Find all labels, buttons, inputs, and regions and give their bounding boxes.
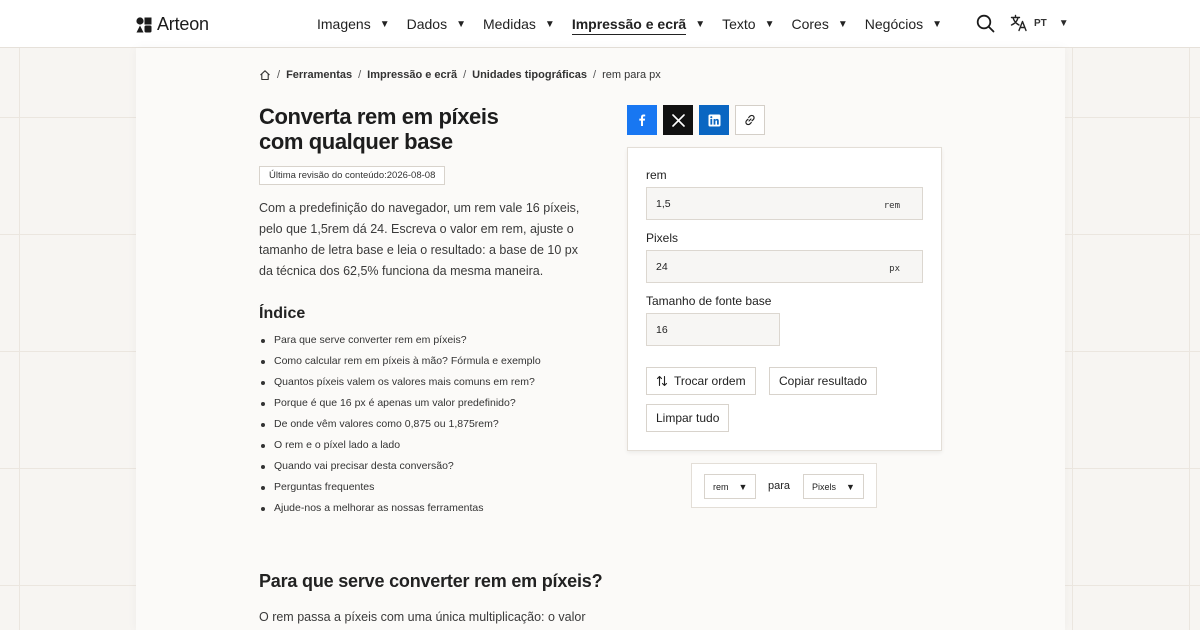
- facebook-share-button[interactable]: [627, 105, 657, 135]
- to-unit-value: Pixels: [812, 481, 837, 492]
- pixels-unit-suffix: px: [889, 264, 900, 274]
- nav-item-label: Impressão e ecrã: [572, 16, 686, 35]
- linkedin-icon: [708, 114, 721, 127]
- table-of-contents: [259, 330, 541, 519]
- toc-item[interactable]: O rem e o píxel lado a lado: [259, 435, 541, 456]
- chevron-down-icon: ▼: [456, 18, 466, 30]
- breadcrumb-item-ferramentas[interactable]: Ferramentas: [286, 69, 353, 81]
- page-title: [259, 104, 599, 154]
- section-paragraph: O rem passa a píxeis com uma única multiplicação: o valor: [259, 610, 586, 624]
- swap-order-label: Trocar ordem: [674, 374, 746, 388]
- intro-paragraph: Com a predefinição do navegador, um rem vale 16 píxeis, pelo que 1,5rem dá 24. Escreva o valor em rem, ajuste o tamanho de letra base e leia o resultado: a base de 10 px da técnica dos 62,5% funciona da mesma maneira.: [259, 201, 580, 278]
- chevron-down-icon: ▼: [695, 18, 706, 30]
- from-unit-select[interactable]: [704, 474, 756, 499]
- breadcrumb: [259, 69, 661, 81]
- pixels-field-label: Pixels: [646, 231, 679, 245]
- brand-logo[interactable]: [136, 14, 209, 35]
- toc-item[interactable]: Como calcular rem em píxeis à mão? Fórmula e exemplo: [259, 351, 541, 372]
- copy-result-label: Copiar resultado: [779, 374, 868, 388]
- rem-field-label: rem: [646, 168, 667, 182]
- nav-item-medidas[interactable]: [483, 16, 555, 32]
- link-icon: [743, 113, 757, 127]
- nav-item-label: Negócios: [864, 16, 924, 32]
- breadcrumb-separator: /: [277, 69, 281, 81]
- top-navigation-bar: [0, 0, 1200, 48]
- language-code: PT: [1034, 17, 1047, 29]
- chevron-down-icon: ▼: [1058, 17, 1069, 29]
- toc-item[interactable]: Para que serve converter rem em píxeis?: [259, 330, 541, 351]
- nav-item-label: Medidas: [482, 16, 536, 32]
- main-menu: [317, 0, 959, 48]
- facebook-icon: [635, 113, 649, 127]
- nav-item-impressao-e-ecra[interactable]: [572, 13, 705, 35]
- chevron-down-icon: ▼: [837, 18, 848, 30]
- swap-icon: [656, 375, 668, 387]
- x-icon: [672, 114, 685, 127]
- base-font-size-label: Tamanho de fonte base: [646, 294, 772, 308]
- x-share-button[interactable]: [663, 105, 693, 135]
- toc-item[interactable]: Quando vai precisar desta conversão?: [259, 456, 541, 477]
- nav-item-dados[interactable]: [407, 16, 466, 32]
- nav-item-negocios[interactable]: [865, 16, 942, 32]
- chevron-down-icon: ▼: [379, 18, 390, 30]
- language-selector[interactable]: [1010, 14, 1069, 32]
- page-title-line-2: com qualquer base: [259, 129, 453, 154]
- brand-name: Arteon: [157, 14, 209, 34]
- clear-all-button[interactable]: [646, 404, 729, 432]
- base-font-size-input[interactable]: [646, 313, 780, 346]
- pixels-input[interactable]: [646, 250, 923, 283]
- chevron-down-icon: ▼: [846, 481, 855, 492]
- translate-icon: [1010, 14, 1028, 32]
- nav-item-label: Dados: [406, 16, 448, 32]
- from-unit-value: rem: [713, 481, 729, 492]
- clear-all-label: Limpar tudo: [656, 411, 720, 425]
- copy-link-button[interactable]: [735, 105, 765, 135]
- swap-order-button[interactable]: [646, 367, 756, 395]
- toc-item[interactable]: Porque é que 16 px é apenas um valor predefinido?: [259, 393, 541, 414]
- toc-item[interactable]: De onde vêm valores como 0,875 ou 1,875rem?: [259, 414, 541, 435]
- nav-item-cores[interactable]: [792, 16, 848, 32]
- converter-card: [627, 147, 942, 451]
- revision-badge: Última revisão do conteúdo:2026-08-08: [259, 166, 445, 185]
- arteon-logo-icon: [136, 17, 152, 33]
- rem-input[interactable]: [646, 187, 923, 220]
- pixels-input-value: 24: [656, 261, 668, 273]
- linkedin-share-button[interactable]: [699, 105, 729, 135]
- unit-selector-bar: [691, 463, 877, 508]
- unit-connector-label: para: [768, 480, 791, 492]
- share-buttons: [627, 105, 765, 135]
- nav-item-texto[interactable]: [722, 16, 774, 32]
- breadcrumb-item-impressao-e-ecra[interactable]: Impressão e ecrã: [367, 69, 458, 81]
- chevron-down-icon: ▼: [544, 18, 555, 30]
- toc-title: Índice: [259, 305, 306, 322]
- chevron-down-icon: ▼: [932, 18, 943, 30]
- toc-item[interactable]: Ajude-nos a melhorar as nossas ferramentas: [259, 498, 541, 519]
- nav-item-label: Cores: [791, 16, 829, 32]
- search-icon[interactable]: [976, 14, 995, 38]
- breadcrumb-separator: /: [593, 69, 597, 81]
- to-unit-select[interactable]: [803, 474, 864, 499]
- breadcrumb-item-current: rem para px: [602, 69, 661, 81]
- copy-result-button[interactable]: [769, 367, 877, 395]
- breadcrumb-separator: /: [358, 69, 362, 81]
- nav-item-label: Texto: [722, 16, 756, 32]
- nav-item-label: Imagens: [317, 16, 371, 32]
- nav-item-imagens[interactable]: [317, 16, 390, 32]
- page-title-line-1: Converta rem em píxeis: [259, 104, 499, 129]
- home-icon[interactable]: [259, 69, 271, 81]
- breadcrumb-item-unidades-tipograficas[interactable]: Unidades tipográficas: [472, 69, 588, 81]
- rem-input-value: 1,5: [656, 198, 671, 210]
- toc-item[interactable]: Quantos píxeis valem os valores mais comuns em rem?: [259, 372, 541, 393]
- toc-item[interactable]: Perguntas frequentes: [259, 477, 541, 498]
- breadcrumb-separator: /: [463, 69, 467, 81]
- section-heading: Para que serve converter rem em píxeis?: [259, 571, 603, 591]
- chevron-down-icon: ▼: [738, 481, 748, 492]
- chevron-down-icon: ▼: [764, 18, 775, 30]
- base-font-size-value: 16: [656, 324, 668, 336]
- rem-unit-suffix: rem: [883, 201, 900, 211]
